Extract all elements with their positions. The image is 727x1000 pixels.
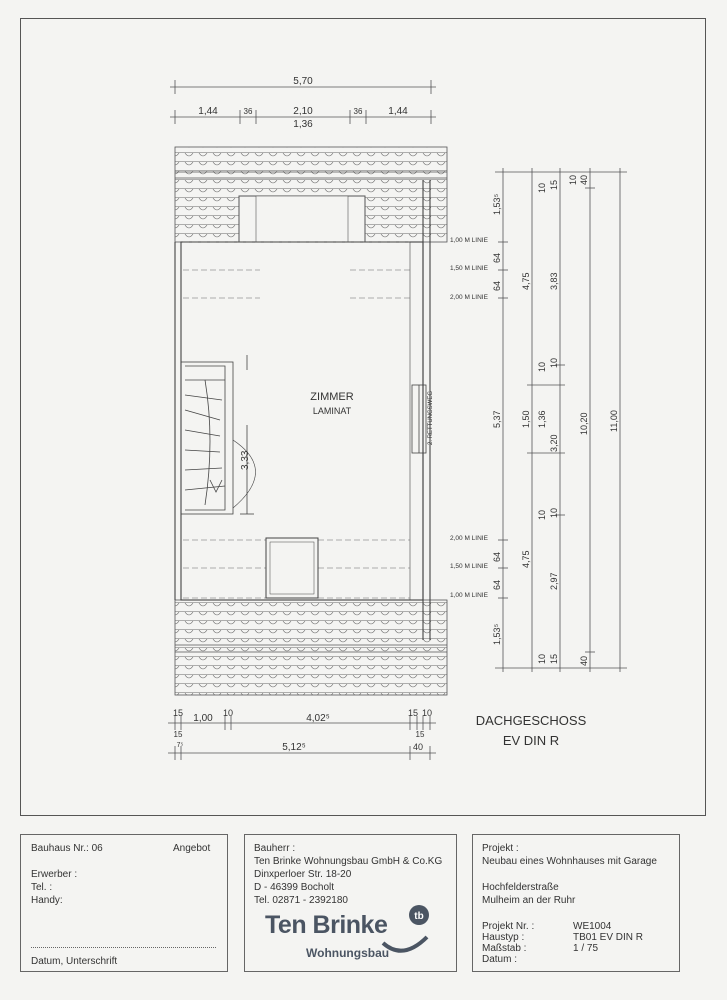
dim-bottom-r1-e: 15	[407, 708, 419, 718]
dim-bottom-r1-sub-a: 15	[173, 730, 183, 739]
dim-right-c2-b: 1,50	[521, 410, 531, 428]
dim-right-c4-f: 2,97	[549, 572, 559, 590]
dim-bottom-r2-sub: 7⁵	[176, 742, 184, 749]
rescue-label: 2. RETTUNGSWEG	[428, 390, 434, 445]
haustyp-key: Haustyp :	[482, 932, 525, 943]
logo-mark: tb	[414, 911, 424, 922]
project-city: Mulheim an der Ruhr	[482, 895, 576, 906]
dim-bottom-r1-d: 4,02⁵	[306, 713, 330, 724]
dim-top-seg3: 2,10	[293, 106, 313, 117]
dormer-top	[239, 196, 365, 242]
dim-top-seg3-sub: 1,36	[293, 119, 313, 130]
dim-right-c5-b: 10,20	[579, 412, 589, 435]
dim-right-c5-c: 40	[579, 174, 589, 185]
massstab-key: Maßstab :	[482, 943, 527, 954]
erwerber-label: Erwerber :	[31, 869, 78, 880]
dim-right-c4-g: 15	[549, 653, 559, 664]
dim-bottom-r1-b: 1,00	[193, 713, 213, 724]
dim-right-c3-a: 10	[537, 182, 547, 193]
dim-bottom-r1-c: 10	[222, 708, 234, 718]
project-box	[472, 834, 680, 972]
bauhaus-number: Bauhaus Nr.: 06	[31, 843, 103, 854]
client-box	[20, 834, 228, 972]
dim-right-c6-total: 11,00	[609, 410, 619, 432]
room-floor: LAMINAT	[312, 406, 352, 416]
massstab-value: 1 / 75	[573, 943, 599, 954]
dim-total-width: 5,70	[293, 76, 313, 87]
signature-line	[31, 947, 216, 948]
dim-right-c1-e: 64	[492, 551, 502, 562]
signature-label: Datum, Unterschrift	[31, 956, 118, 967]
project-nr-value: WE1004	[573, 921, 612, 932]
line-label-lower-3: 1,00 M LINIE	[450, 592, 488, 599]
dim-bottom-r2-b: 40	[412, 742, 424, 752]
floor-title: DACHGESCHOSS	[475, 713, 587, 728]
dim-right-c2-c: 4,75	[521, 550, 531, 568]
dim-right-c3-d: 10	[537, 509, 547, 520]
floor-subtitle: EV DIN R	[502, 733, 560, 748]
dim-right-c1-g: 1,53⁵	[492, 623, 502, 645]
line-label-upper-2: 1,50 M LINIE	[450, 265, 488, 272]
right-dimensions	[495, 168, 627, 672]
dim-right-c2-a: 4,75	[521, 272, 531, 290]
datum-key: Datum :	[482, 954, 518, 965]
project-nr-key: Projekt Nr. :	[482, 921, 535, 932]
dim-right-c4-d: 3,20	[549, 434, 559, 452]
builder-city: D - 46399 Bocholt	[254, 882, 335, 893]
dim-right-c1-f: 64	[492, 579, 502, 590]
project-street: Hochfelderstraße	[482, 882, 559, 893]
dim-bottom-r1-a: 15	[172, 708, 184, 718]
dim-right-c4-c: 10	[549, 357, 559, 368]
dim-bottom-r1-f: 10	[421, 708, 433, 718]
logo-wordmark: Ten Brinke	[265, 911, 388, 939]
dim-bottom-r2-a: 5,12⁵	[282, 742, 306, 753]
skylight	[266, 538, 318, 598]
room-name: ZIMMER	[310, 391, 354, 403]
stair-dim: 3,33	[240, 450, 251, 470]
builder-phone: Tel. 02871 - 2392180	[254, 895, 348, 906]
dim-right-c4-a: 15	[549, 179, 559, 190]
dim-right-c4-e: 10	[549, 507, 559, 518]
angebot-label: Angebot	[173, 843, 211, 854]
dim-right-c5-d: 40	[579, 655, 589, 666]
builder-label: Bauherr :	[254, 843, 296, 854]
dim-top-seg4: 36	[353, 107, 363, 116]
dim-right-c1-a: 1,53⁵	[492, 193, 502, 215]
line-label-upper-1: 1,00 M LINIE	[450, 237, 488, 244]
project-label: Projekt :	[482, 843, 519, 854]
dim-right-c4-b: 3,83	[549, 272, 559, 290]
dim-right-c1-c: 64	[492, 280, 502, 291]
dim-right-c5-a: 10	[568, 174, 578, 185]
dim-top-seg5: 1,44	[388, 106, 408, 117]
dim-top-seg2: 36	[243, 107, 253, 116]
dim-right-c3-c: 10	[537, 361, 547, 372]
builder-name: Ten Brinke Wohnungsbau GmbH & Co.KG	[254, 856, 443, 867]
builder-street: Dinxperloer Str. 18-20	[254, 869, 352, 880]
tel-label: Tel. :	[31, 882, 53, 893]
dim-right-c1-d: 5,37	[492, 410, 502, 428]
dim-right-c3-e: 10	[537, 653, 547, 664]
line-label-lower-2: 1,50 M LINIE	[450, 563, 488, 570]
roof-tiles-bottom	[175, 600, 447, 695]
haustyp-value: TB01 EV DIN R	[573, 932, 644, 943]
dim-top-seg1: 1,44	[198, 106, 218, 117]
dim-bottom-r1-sub-b: 15	[415, 730, 425, 739]
builder-box	[244, 834, 457, 972]
dim-right-c1-b: 64	[492, 252, 502, 263]
line-label-upper-3: 2,00 M LINIE	[450, 294, 488, 301]
dim-right-c3-b: 1,36	[537, 410, 547, 428]
handy-label: Handy:	[31, 895, 63, 906]
line-label-lower-1: 2,00 M LINIE	[450, 535, 488, 542]
project-title: Neubau eines Wohnhauses mit Garage	[482, 856, 657, 867]
logo-subline: Wohnungsbau	[306, 946, 390, 960]
